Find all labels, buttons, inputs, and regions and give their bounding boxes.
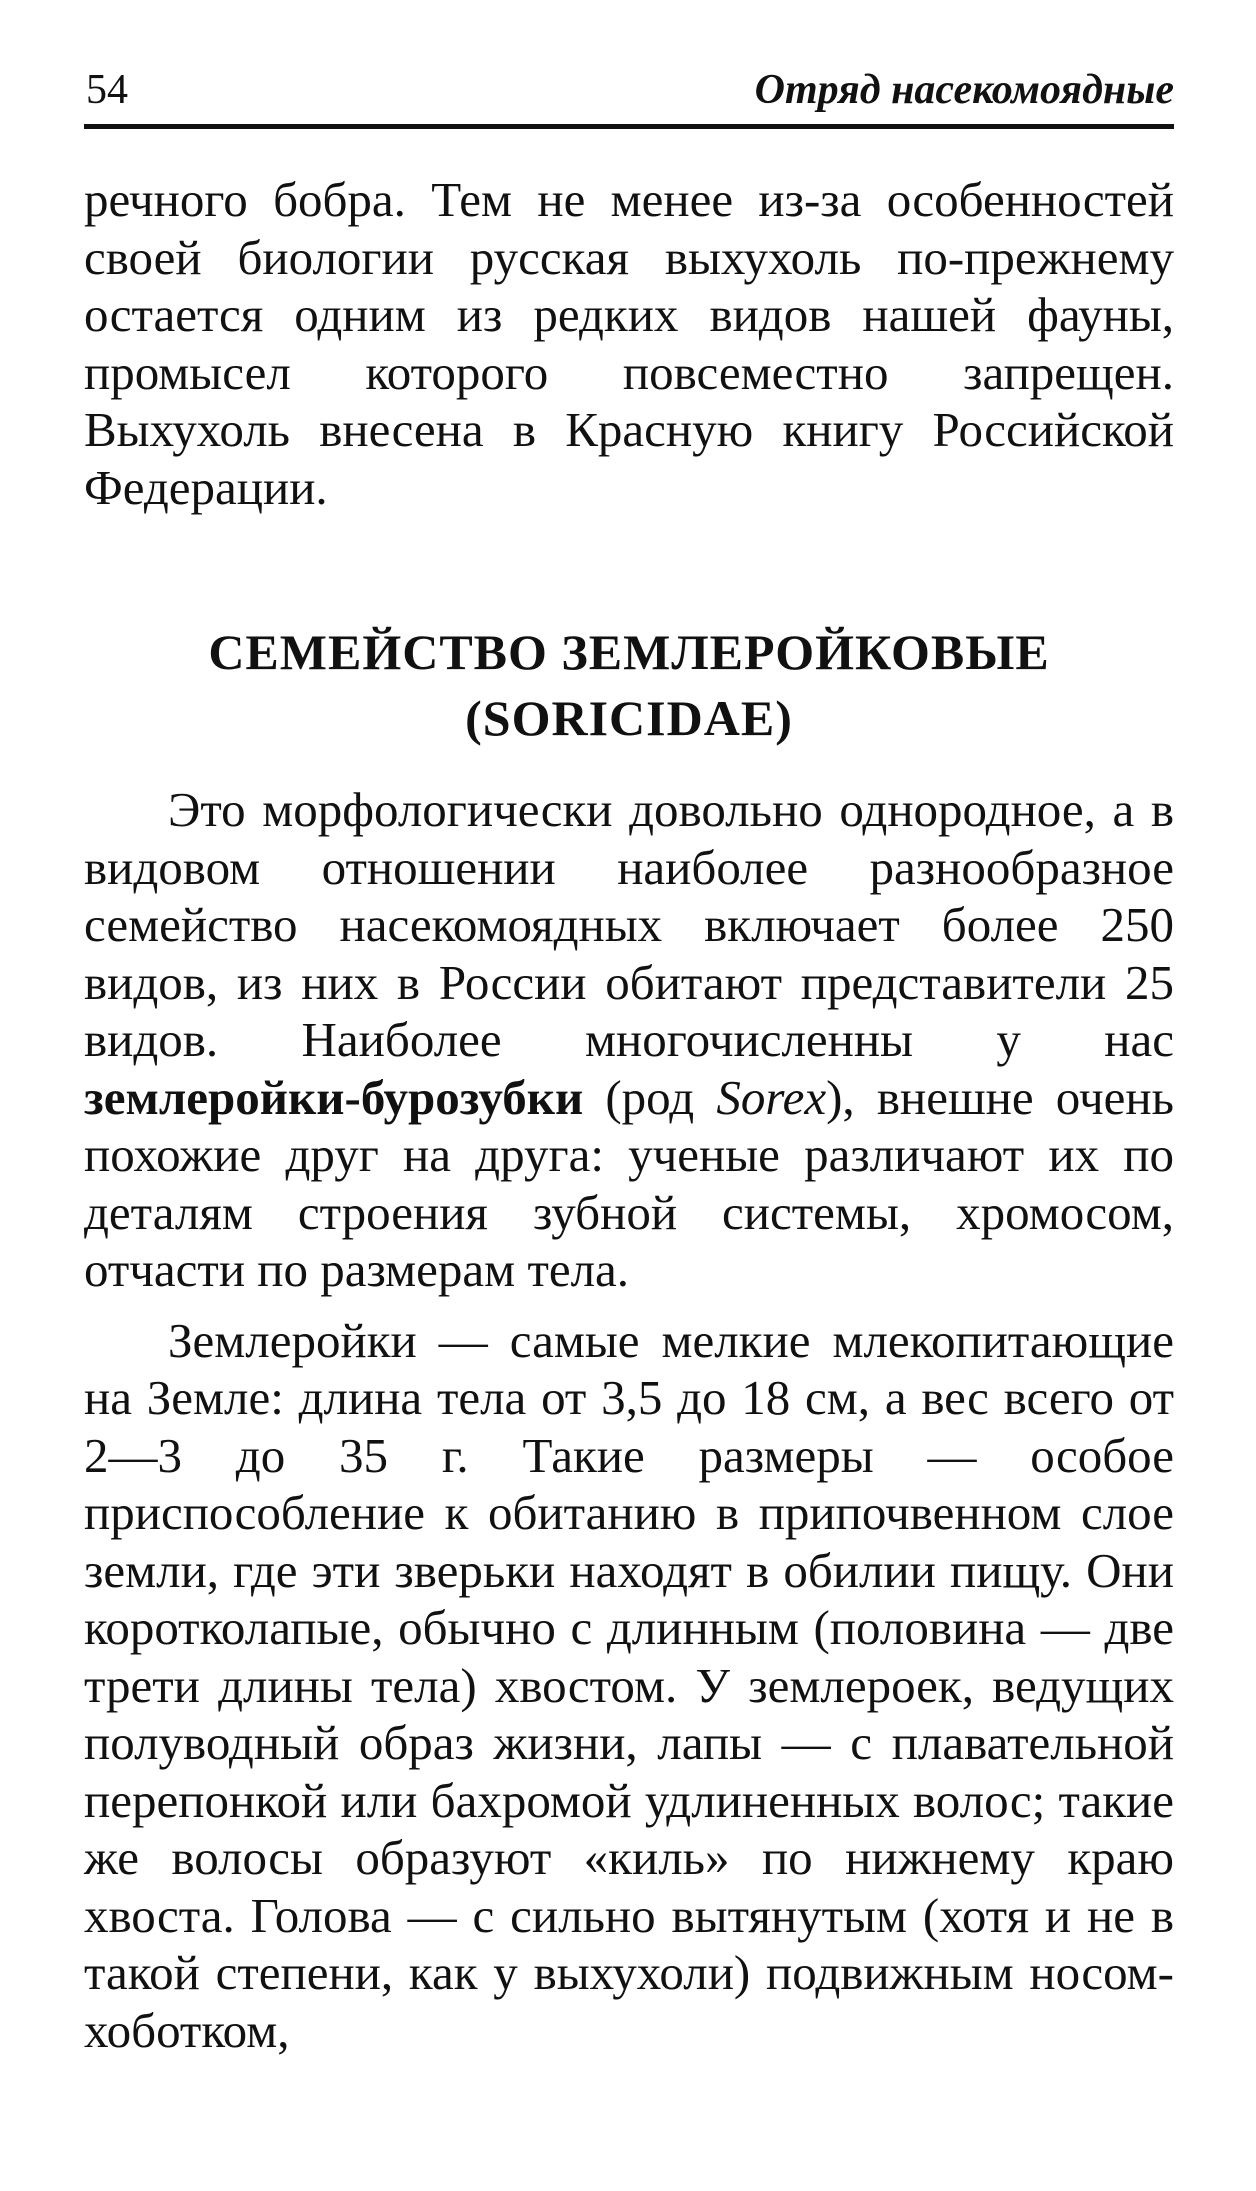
- intro-text-part-1: Это морфологически довольно однородное, а в видовом отношении наиболее разнообразное семейство насекомоядных включает более 250 видов, из них в России обитают представители 25 видов. Наиболее многочисленны у нас: [84, 782, 1174, 1067]
- section-heading-line-1: СЕМЕЙСТВО ЗЕМЛЕРОЙКОВЫЕ: [208, 624, 1050, 680]
- page-number: 54: [86, 67, 128, 113]
- section-heading: [84, 619, 1174, 751]
- intro-paragraph: [84, 781, 1174, 1299]
- intro-text-part-3: ), внешне очень похожие друг на друга: ученые различают их по деталям строения зубной системы, хромосом, отчасти по размерам тела.: [84, 1069, 1174, 1297]
- intro-text-part-2: (род: [583, 1069, 717, 1125]
- second-paragraph: Землеройки — самые мелкие млекопитающие на Земле: длина тела от 3,5 до 18 см, а вес всего от 2—3 до 35 г. Такие размеры — особое приспособление к обитанию в припочвенном слое земли, где эти зверьки находят в обилии пищу. Они коротколапые, обычно с длинным (половина — две трети длины тела) хвостом. У землероек, ведущих полуводный образ жизни, лапы — с плавательной перепонкой или бахромой удлиненных волос; такие же волосы образуют «киль» по нижнему краю хвоста. Голова — с сильно вытянутым (хотя и не в такой степени, как у выхухоли) подвижным носом-хоботком,: [84, 1312, 1174, 2058]
- bold-term: землеройки-бурозубки: [84, 1069, 584, 1125]
- section-heading-line-2: (SORICIDAE): [465, 690, 793, 746]
- running-header: [84, 60, 1174, 129]
- running-title: Отряд насекомоядные: [754, 67, 1174, 113]
- book-page: [84, 60, 1174, 2059]
- latin-genus-name: Sorex: [716, 1069, 827, 1125]
- continuation-paragraph: речного бобра. Тем не менее из-за особенностей своей биологии русская выхухоль по-прежнему остается одним из редких видов нашей фауны, промысел которого повсеместно запрещен. Выхухоль внесена в Красную книгу Российской Федерации.: [84, 172, 1174, 515]
